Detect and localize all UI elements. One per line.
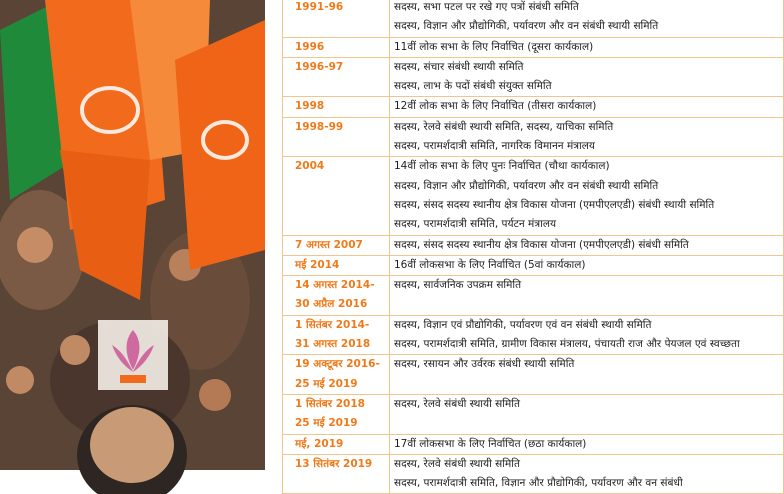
row-details [390, 434, 784, 454]
row-date [283, 276, 390, 316]
row-date [283, 434, 390, 454]
table-row [283, 355, 784, 395]
detail-line: सदस्य, सभा पटल पर रखे गए पत्रों संबंधी समिति [394, 1, 579, 13]
row-details [390, 454, 784, 494]
date-line: 31 अगस्त 2018 [295, 338, 371, 351]
row-details [390, 255, 784, 275]
table-row [283, 315, 784, 355]
row-date [283, 157, 390, 235]
detail-line: सदस्य, परामर्शदात्री समिति, विज्ञान और प्रौद्योगिकी, पर्यावरण और वन संबंधी [394, 477, 683, 490]
detail-line: सदस्य, सार्वजनिक उपक्रम समिति [394, 279, 522, 292]
date-line: 1 सितंबर 2014- [295, 318, 370, 331]
gutter [265, 0, 282, 470]
row-date [283, 57, 390, 97]
row-details [390, 57, 784, 97]
table-row [283, 97, 784, 117]
date-line: 1996 [295, 40, 325, 53]
detail-line: सदस्य, संचार संबंधी स्थायी समिति [394, 60, 524, 73]
detail-line: सदस्य, संसद सदस्य स्थानीय क्षेत्र विकास योजना (एमपीएलएडी) संबंधी समिति [394, 238, 689, 251]
date-line: मई 2014 [295, 258, 340, 271]
row-date [283, 255, 390, 275]
row-date [283, 117, 390, 157]
row-date [283, 315, 390, 355]
table-row [283, 37, 784, 57]
date-line: 1998 [295, 100, 325, 113]
row-date [283, 37, 390, 57]
table-row [283, 0, 784, 37]
date-line: 1 सितंबर 2018 [295, 397, 365, 410]
table-row [283, 157, 784, 235]
detail-line: सदस्य, विज्ञान और प्रौद्योगिकी, पर्यावरण और वन संबंधी स्थायी समिति [394, 20, 659, 33]
date-line: मई, 2019 [295, 437, 344, 450]
detail-line: सदस्य, परामर्शदात्री समिति, पर्यटन मंत्रालय [394, 218, 557, 231]
detail-line: सदस्य, परामर्शदात्री समिति, ग्रामीण विकास मंत्रालय, पंचायती राज और पेयजल एवं स्वच्छता [394, 338, 740, 351]
row-details [390, 157, 784, 235]
detail-line: सदस्य, रेलवे संबंधी स्थायी समिति [394, 397, 520, 410]
date-line: 2004 [295, 160, 325, 173]
table-row [283, 255, 784, 275]
row-details [390, 315, 784, 355]
career-timeline [282, 0, 769, 490]
row-date [283, 355, 390, 395]
row-date [283, 454, 390, 494]
table-row [283, 235, 784, 255]
table-row [283, 117, 784, 157]
row-details [390, 355, 784, 395]
lotus-sign-icon [98, 320, 168, 390]
row-date [283, 394, 390, 434]
detail-line [394, 414, 779, 433]
crowd-image [0, 0, 265, 470]
detail-line: सदस्य, विज्ञान और प्रौद्योगिकी, पर्यावरण और वन संबंधी स्थायी समिति [394, 179, 659, 192]
detail-line: सदस्य, रेलवे संबंधी स्थायी समिति, सदस्य, याचिका समिति [394, 120, 614, 133]
detail-line: सदस्य, लाभ के पदों संबंधी संयुक्त समिति [394, 80, 552, 93]
date-line: 25 मई 2019 [295, 377, 358, 390]
date-line: 1996-97 [295, 60, 344, 73]
row-details [390, 117, 784, 157]
table-row [283, 276, 784, 316]
detail-line: 12वीं लोक सभा के लिए निर्वाचित (तीसरा कार्यकाल) [394, 100, 597, 113]
date-line: 13 सितंबर 2019 [295, 457, 373, 470]
table-row [283, 394, 784, 434]
row-details [390, 37, 784, 57]
detail-line [394, 295, 779, 314]
detail-line: सदस्य, विज्ञान एवं प्रौद्योगिकी, पर्यावरण एवं वन संबंधी स्थायी समिति [394, 318, 652, 331]
detail-line: सदस्य, संसद सदस्य स्थानीय क्षेत्र विकास योजना (एमपीएलएडी) संबंधी स्थायी समिति [394, 198, 715, 211]
table-row [283, 57, 784, 97]
date-line: 1998-99 [295, 120, 344, 133]
row-details [390, 235, 784, 255]
row-date [283, 97, 390, 117]
detail-line: 17वीं लोकसभा के लिए निर्वाचित (छठा कार्यकाल) [394, 437, 587, 450]
crowd-photo [0, 0, 265, 470]
table-row [283, 434, 784, 454]
detail-line [394, 375, 779, 394]
date-line: 1991-96 [295, 1, 344, 13]
date-line: 30 अप्रैल 2016 [295, 298, 368, 311]
detail-line: सदस्य, रेलवे संबंधी स्थायी समिति [394, 457, 520, 470]
date-line: 14 अगस्त 2014- [295, 279, 375, 292]
detail-line: 14वीं लोक सभा के लिए पुनः निर्वाचित (चौथा कार्यकाल) [394, 160, 610, 173]
detail-line: सदस्य, रसायन और उर्वरक संबंधी स्थायी समिति [394, 358, 575, 371]
detail-line: सदस्य, परामर्शदात्री समिति, नागरिक विमानन मंत्रालय [394, 140, 595, 153]
row-details [390, 276, 784, 316]
row-details [390, 394, 784, 434]
row-date [283, 235, 390, 255]
row-date [283, 0, 390, 37]
career-table [282, 0, 784, 494]
detail-line: 11वीं लोक सभा के लिए निर्वाचित (दूसरा कार्यकाल) [394, 40, 594, 53]
date-line: 25 मई 2019 [295, 417, 358, 430]
date-line: 7 अगस्त 2007 [295, 238, 363, 251]
detail-line: 16वीं लोकसभा के लिए निर्वाचित (5वां कार्यकाल) [394, 258, 586, 271]
row-details [390, 0, 784, 37]
table-row [283, 454, 784, 494]
row-details [390, 97, 784, 117]
date-line: 19 अक्टूबर 2016- [295, 358, 380, 371]
